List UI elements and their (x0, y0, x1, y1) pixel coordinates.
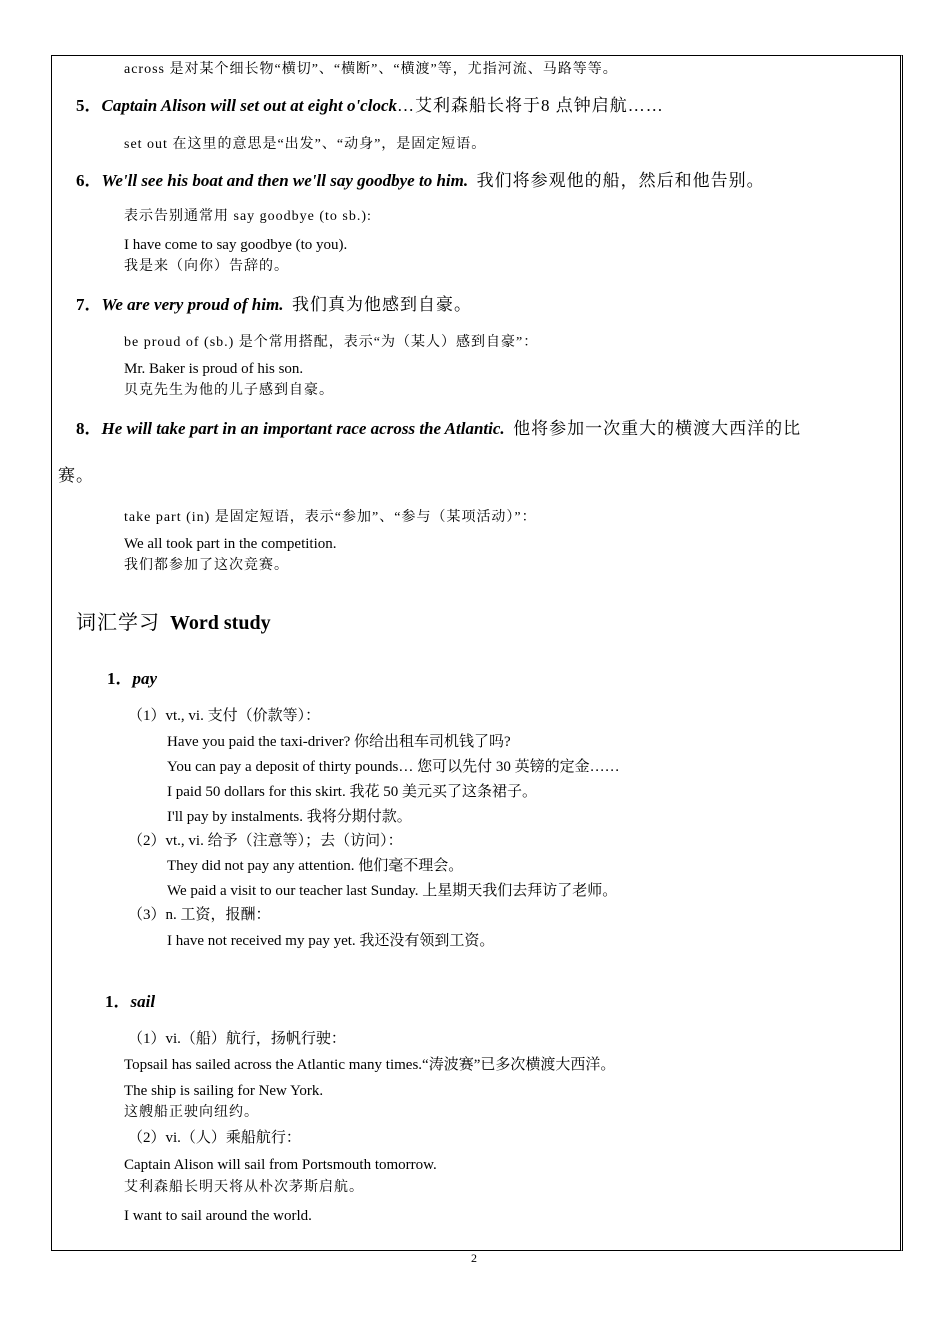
example-proud-of-translation: 贝克先生为他的儿子感到自豪。 (124, 383, 334, 398)
sentence-8-chinese-wrap: 赛。 (58, 466, 94, 485)
note-proud-of: be proud of (sb.) 是个常用搭配，表示“为（某人）感到自豪”： (124, 335, 539, 350)
pay-example-1: Have you paid the taxi-driver? 你给出租车司机钱了吗? (167, 734, 511, 750)
pay-example-7: I have not received my pay yet. 我还没有领到工资。 (167, 933, 495, 949)
pay-sense-3: （3）n. 工资，报酬： (128, 907, 271, 923)
sentence-8 (76, 420, 801, 437)
word-sail-heading (105, 993, 155, 1010)
example-take-part: We all took part in the competition. (124, 536, 337, 552)
sail-example-3: Captain Alison will sail from Portsmouth tomorrow. (124, 1157, 437, 1173)
sail-example-4: I want to sail around the world. (124, 1208, 312, 1224)
sentence-7-number: 7． (76, 295, 102, 314)
pay-example-3: I paid 50 dollars for this skirt. 我花 50 美元买了这条裙子。 (167, 784, 537, 800)
sentence-6-chinese: 我们将参观他的船，然后和他告别。 (476, 171, 765, 190)
note-say-goodbye: 表示告别通常用 say goodbye (to sb.): (124, 209, 372, 224)
sentence-7-english: We are very proud of him. (101, 295, 284, 314)
sail-example-3-translation: 艾利森船长明天将从朴次茅斯启航。 (124, 1180, 364, 1195)
word-sail-number: 1． (105, 992, 131, 1011)
word-pay-number: 1． (107, 669, 133, 688)
example-take-part-translation: 我们都参加了这次竞赛。 (124, 558, 289, 573)
section-heading-english: Word study (170, 612, 271, 634)
pay-example-6: We paid a visit to our teacher last Sunday. 上星期天我们去拜访了老师。 (167, 883, 618, 899)
section-heading-chinese: 词汇学习 (76, 612, 160, 634)
note-set-out: set out 在这里的意思是“出发”、“动身”，是固定短语。 (124, 137, 487, 152)
pay-example-5: They did not pay any attention. 他们毫不理会。 (167, 858, 464, 874)
sentence-5-number: 5． (76, 96, 102, 115)
sentence-6-number: 6． (76, 171, 102, 190)
note-across: across 是对某个细长物“横切”、“横断”、“横渡”等，尤指河流、马路等等。 (124, 62, 618, 77)
word-sail-term: sail (130, 992, 156, 1011)
pay-sense-1: （1）vt., vi. 支付（价款等）： (128, 708, 321, 724)
sail-example-2: The ship is sailing for New York. (124, 1083, 324, 1099)
word-pay-term: pay (132, 669, 158, 688)
sentence-7 (76, 296, 472, 313)
pay-example-4: I'll pay by instalments. 我将分期付款。 (167, 809, 412, 825)
page-number: 2 (471, 1251, 477, 1265)
example-say-goodbye: I have come to say goodbye (to you). (124, 237, 348, 253)
sentence-7-chinese: 我们真为他感到自豪。 (291, 295, 472, 314)
word-pay-heading (107, 670, 157, 687)
sentence-5 (76, 97, 664, 114)
pay-sense-2: （2）vt., vi. 给予（注意等）；去（访问）： (128, 833, 403, 849)
sentence-8-chinese: 他将参加一次重大的横渡大西洋的比 (513, 419, 802, 438)
example-proud-of: Mr. Baker is proud of his son. (124, 361, 304, 377)
sentence-6 (76, 172, 765, 189)
sentence-8-number: 8． (76, 419, 102, 438)
note-take-part: take part (in) 是固定短语，表示“参加”、“参与（某项活动）”： (124, 510, 537, 525)
sail-sense-1: （1）vi.（船）航行，扬帆行驶： (128, 1031, 346, 1047)
example-say-goodbye-translation: 我是来（向你）告辞的。 (124, 259, 289, 274)
sentence-6-english: We'll see his boat and then we'll say goodbye to him. (101, 171, 469, 190)
sail-example-1: Topsail has sailed across the Atlantic many times.“涛波赛”已多次横渡大西洋。 (124, 1057, 616, 1073)
sentence-8-english: He will take part in an important race across the Atlantic. (101, 419, 505, 438)
sail-sense-2: （2）vi.（人）乘船航行： (128, 1130, 301, 1146)
sail-example-2-translation: 这艘船正驶向纽约。 (124, 1105, 259, 1120)
section-heading (76, 613, 271, 633)
sentence-5-english: Captain Alison will set out at eight o'clock (101, 96, 397, 115)
pay-example-2: You can pay a deposit of thirty pounds… 您可以先付 30 英镑的定金…… (167, 759, 620, 775)
sentence-5-chinese: …艾利森船长将于8 点钟启航…… (397, 96, 664, 115)
